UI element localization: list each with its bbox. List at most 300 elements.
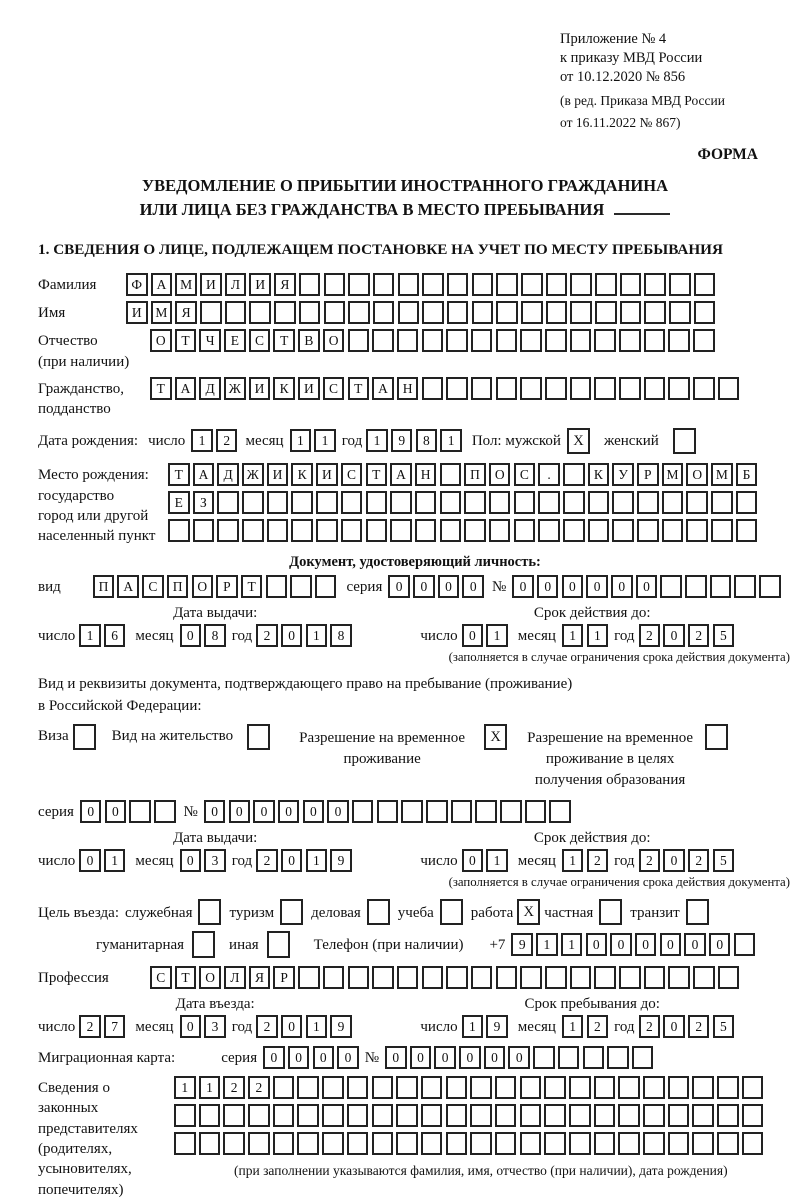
- char-cell[interactable]: [390, 491, 412, 514]
- char-cell[interactable]: [471, 377, 493, 400]
- char-cell[interactable]: С: [150, 966, 172, 989]
- char-cell[interactable]: [686, 899, 709, 926]
- char-cell[interactable]: О: [150, 329, 172, 352]
- char-cell[interactable]: [668, 329, 690, 352]
- char-cell[interactable]: [637, 519, 659, 542]
- char-cell[interactable]: [595, 301, 617, 324]
- char-cell[interactable]: [274, 301, 296, 324]
- char-cell[interactable]: [632, 1046, 654, 1069]
- char-cell[interactable]: С: [323, 377, 345, 400]
- char-cell[interactable]: 2: [587, 849, 609, 872]
- char-cell[interactable]: 2: [688, 624, 710, 647]
- char-cell[interactable]: 1: [587, 624, 609, 647]
- char-cell[interactable]: [693, 966, 715, 989]
- char-cell[interactable]: [569, 1104, 591, 1127]
- char-cell[interactable]: 1: [306, 624, 328, 647]
- char-cell[interactable]: [619, 377, 641, 400]
- char-cell[interactable]: [367, 899, 390, 926]
- char-cell[interactable]: [619, 966, 641, 989]
- char-cell[interactable]: [520, 1076, 542, 1099]
- char-cell[interactable]: [324, 301, 346, 324]
- char-cell[interactable]: 0: [180, 1015, 202, 1038]
- char-cell[interactable]: 1: [486, 624, 508, 647]
- char-cell[interactable]: Е: [168, 491, 190, 514]
- char-cell[interactable]: [496, 301, 518, 324]
- char-cell[interactable]: [273, 1132, 295, 1155]
- char-cell[interactable]: 2: [223, 1076, 245, 1099]
- char-cell[interactable]: [217, 491, 239, 514]
- char-cell[interactable]: [290, 575, 312, 598]
- char-cell[interactable]: [396, 1076, 418, 1099]
- char-cell[interactable]: [644, 377, 666, 400]
- char-cell[interactable]: [668, 1076, 690, 1099]
- char-cell[interactable]: 1: [536, 933, 558, 956]
- char-cell[interactable]: [426, 800, 448, 823]
- char-cell[interactable]: 1: [306, 849, 328, 872]
- char-cell[interactable]: [692, 1104, 714, 1127]
- char-cell[interactable]: [668, 966, 690, 989]
- char-cell[interactable]: [594, 1076, 616, 1099]
- char-cell[interactable]: 1: [290, 429, 312, 452]
- char-cell[interactable]: О: [192, 575, 214, 598]
- char-cell[interactable]: [500, 800, 522, 823]
- char-cell[interactable]: 0: [327, 800, 349, 823]
- char-cell[interactable]: [570, 273, 592, 296]
- char-cell[interactable]: 6: [104, 624, 126, 647]
- char-cell[interactable]: [390, 519, 412, 542]
- char-cell[interactable]: 0: [229, 800, 251, 823]
- char-cell[interactable]: Б: [736, 463, 758, 486]
- char-cell[interactable]: 2: [79, 1015, 101, 1038]
- char-cell[interactable]: Т: [175, 329, 197, 352]
- char-cell[interactable]: 9: [511, 933, 533, 956]
- char-cell[interactable]: 0: [313, 1046, 335, 1069]
- char-cell[interactable]: [373, 301, 395, 324]
- char-cell[interactable]: [717, 1076, 739, 1099]
- char-cell[interactable]: Ф: [126, 273, 148, 296]
- char-cell[interactable]: [563, 519, 585, 542]
- char-cell[interactable]: [280, 899, 303, 926]
- char-cell[interactable]: [742, 1076, 764, 1099]
- char-cell[interactable]: У: [612, 463, 634, 486]
- char-cell[interactable]: [199, 1132, 221, 1155]
- char-cell[interactable]: [495, 1104, 517, 1127]
- char-cell[interactable]: [174, 1132, 196, 1155]
- char-cell[interactable]: [299, 273, 321, 296]
- char-cell[interactable]: [348, 301, 370, 324]
- char-cell[interactable]: Д: [217, 463, 239, 486]
- char-cell[interactable]: И: [126, 301, 148, 324]
- char-cell[interactable]: [563, 463, 585, 486]
- char-cell[interactable]: [618, 1132, 640, 1155]
- char-cell[interactable]: 1: [562, 849, 584, 872]
- char-cell[interactable]: О: [489, 463, 511, 486]
- char-cell[interactable]: 0: [263, 1046, 285, 1069]
- char-cell[interactable]: [525, 800, 547, 823]
- char-cell[interactable]: 1: [440, 429, 462, 452]
- char-cell[interactable]: [366, 491, 388, 514]
- char-cell[interactable]: [475, 800, 497, 823]
- char-cell[interactable]: [736, 519, 758, 542]
- char-cell[interactable]: [247, 724, 270, 751]
- char-cell[interactable]: [298, 966, 320, 989]
- char-cell[interactable]: 3: [204, 1015, 226, 1038]
- char-cell[interactable]: [643, 1104, 665, 1127]
- char-cell[interactable]: [273, 1104, 295, 1127]
- char-cell[interactable]: [472, 301, 494, 324]
- char-cell[interactable]: 9: [330, 849, 352, 872]
- char-cell[interactable]: Я: [175, 301, 197, 324]
- char-cell[interactable]: X: [484, 724, 507, 751]
- char-cell[interactable]: 2: [639, 1015, 661, 1038]
- char-cell[interactable]: [377, 800, 399, 823]
- char-cell[interactable]: [705, 724, 728, 751]
- char-cell[interactable]: [348, 966, 370, 989]
- char-cell[interactable]: [594, 966, 616, 989]
- char-cell[interactable]: .: [538, 463, 560, 486]
- char-cell[interactable]: [734, 575, 756, 598]
- char-cell[interactable]: [692, 1132, 714, 1155]
- char-cell[interactable]: [415, 491, 437, 514]
- char-cell[interactable]: 2: [256, 624, 278, 647]
- char-cell[interactable]: 0: [413, 575, 435, 598]
- char-cell[interactable]: [594, 329, 616, 352]
- char-cell[interactable]: Р: [216, 575, 238, 598]
- char-cell[interactable]: [372, 329, 394, 352]
- char-cell[interactable]: [533, 1046, 555, 1069]
- char-cell[interactable]: [372, 1076, 394, 1099]
- char-cell[interactable]: [266, 575, 288, 598]
- char-cell[interactable]: 0: [660, 933, 682, 956]
- char-cell[interactable]: [495, 1076, 517, 1099]
- char-cell[interactable]: [496, 377, 518, 400]
- char-cell[interactable]: [545, 377, 567, 400]
- char-cell[interactable]: [440, 899, 463, 926]
- char-cell[interactable]: [422, 273, 444, 296]
- char-cell[interactable]: 0: [537, 575, 559, 598]
- char-cell[interactable]: 1: [366, 429, 388, 452]
- char-cell[interactable]: [324, 273, 346, 296]
- char-cell[interactable]: [612, 491, 634, 514]
- char-cell[interactable]: [421, 1132, 443, 1155]
- char-cell[interactable]: [168, 519, 190, 542]
- char-cell[interactable]: [546, 301, 568, 324]
- char-cell[interactable]: [711, 491, 733, 514]
- char-cell[interactable]: [549, 800, 571, 823]
- char-cell[interactable]: 2: [688, 849, 710, 872]
- char-cell[interactable]: Р: [637, 463, 659, 486]
- char-cell[interactable]: З: [193, 491, 215, 514]
- char-cell[interactable]: 0: [204, 800, 226, 823]
- char-cell[interactable]: Т: [366, 463, 388, 486]
- char-cell[interactable]: [398, 273, 420, 296]
- char-cell[interactable]: П: [93, 575, 115, 598]
- char-cell[interactable]: [267, 931, 290, 958]
- char-cell[interactable]: [446, 377, 468, 400]
- char-cell[interactable]: [692, 1076, 714, 1099]
- char-cell[interactable]: 2: [256, 1015, 278, 1038]
- char-cell[interactable]: 0: [180, 624, 202, 647]
- char-cell[interactable]: 0: [484, 1046, 506, 1069]
- char-cell[interactable]: [711, 519, 733, 542]
- char-cell[interactable]: [742, 1104, 764, 1127]
- char-cell[interactable]: [472, 273, 494, 296]
- char-cell[interactable]: Т: [348, 377, 370, 400]
- char-cell[interactable]: 0: [635, 933, 657, 956]
- char-cell[interactable]: [558, 1046, 580, 1069]
- char-cell[interactable]: [643, 1132, 665, 1155]
- char-cell[interactable]: [242, 491, 264, 514]
- char-cell[interactable]: [397, 966, 419, 989]
- char-cell[interactable]: С: [341, 463, 363, 486]
- char-cell[interactable]: [686, 491, 708, 514]
- char-cell[interactable]: М: [662, 463, 684, 486]
- char-cell[interactable]: 9: [391, 429, 413, 452]
- char-cell[interactable]: 0: [508, 1046, 530, 1069]
- char-cell[interactable]: 8: [416, 429, 438, 452]
- char-cell[interactable]: А: [151, 273, 173, 296]
- char-cell[interactable]: Т: [273, 329, 295, 352]
- char-cell[interactable]: [673, 428, 696, 455]
- char-cell[interactable]: [620, 273, 642, 296]
- char-cell[interactable]: Н: [397, 377, 419, 400]
- char-cell[interactable]: 0: [611, 575, 633, 598]
- char-cell[interactable]: [718, 377, 740, 400]
- char-cell[interactable]: Н: [415, 463, 437, 486]
- char-cell[interactable]: [446, 966, 468, 989]
- char-cell[interactable]: [644, 301, 666, 324]
- char-cell[interactable]: [323, 966, 345, 989]
- char-cell[interactable]: С: [142, 575, 164, 598]
- char-cell[interactable]: [297, 1104, 319, 1127]
- char-cell[interactable]: [599, 899, 622, 926]
- char-cell[interactable]: М: [175, 273, 197, 296]
- char-cell[interactable]: Ч: [199, 329, 221, 352]
- char-cell[interactable]: [446, 1132, 468, 1155]
- char-cell[interactable]: [198, 899, 221, 926]
- char-cell[interactable]: [373, 273, 395, 296]
- char-cell[interactable]: [742, 1132, 764, 1155]
- char-cell[interactable]: 2: [639, 624, 661, 647]
- char-cell[interactable]: 0: [663, 849, 685, 872]
- char-cell[interactable]: [440, 463, 462, 486]
- char-cell[interactable]: 9: [486, 1015, 508, 1038]
- char-cell[interactable]: [669, 273, 691, 296]
- char-cell[interactable]: 1: [462, 1015, 484, 1038]
- char-cell[interactable]: К: [273, 377, 295, 400]
- char-cell[interactable]: 0: [709, 933, 731, 956]
- char-cell[interactable]: [223, 1132, 245, 1155]
- char-cell[interactable]: 5: [713, 849, 735, 872]
- char-cell[interactable]: [495, 1132, 517, 1155]
- char-cell[interactable]: 0: [281, 1015, 303, 1038]
- char-cell[interactable]: [446, 1076, 468, 1099]
- char-cell[interactable]: [734, 933, 756, 956]
- char-cell[interactable]: [637, 491, 659, 514]
- char-cell[interactable]: 0: [462, 849, 484, 872]
- char-cell[interactable]: [717, 1104, 739, 1127]
- char-cell[interactable]: [297, 1076, 319, 1099]
- char-cell[interactable]: [662, 519, 684, 542]
- char-cell[interactable]: П: [464, 463, 486, 486]
- char-cell[interactable]: 1: [561, 933, 583, 956]
- char-cell[interactable]: 1: [306, 1015, 328, 1038]
- char-cell[interactable]: [489, 491, 511, 514]
- char-cell[interactable]: [200, 301, 222, 324]
- char-cell[interactable]: [193, 519, 215, 542]
- char-cell[interactable]: 0: [586, 575, 608, 598]
- char-cell[interactable]: [607, 1046, 629, 1069]
- char-cell[interactable]: [514, 519, 536, 542]
- char-cell[interactable]: К: [291, 463, 313, 486]
- char-cell[interactable]: [322, 1076, 344, 1099]
- char-cell[interactable]: 1: [562, 624, 584, 647]
- char-cell[interactable]: [471, 966, 493, 989]
- char-cell[interactable]: Е: [224, 329, 246, 352]
- char-cell[interactable]: [570, 301, 592, 324]
- char-cell[interactable]: А: [193, 463, 215, 486]
- char-cell[interactable]: [446, 329, 468, 352]
- char-cell[interactable]: [685, 575, 707, 598]
- char-cell[interactable]: Т: [168, 463, 190, 486]
- char-cell[interactable]: 0: [663, 1015, 685, 1038]
- char-cell[interactable]: 1: [199, 1076, 221, 1099]
- char-cell[interactable]: [273, 1076, 295, 1099]
- char-cell[interactable]: [422, 966, 444, 989]
- char-cell[interactable]: [291, 519, 313, 542]
- char-cell[interactable]: А: [390, 463, 412, 486]
- char-cell[interactable]: [520, 377, 542, 400]
- char-cell[interactable]: П: [167, 575, 189, 598]
- char-cell[interactable]: [174, 1104, 196, 1127]
- char-cell[interactable]: [583, 1046, 605, 1069]
- char-cell[interactable]: [736, 491, 758, 514]
- char-cell[interactable]: [546, 273, 568, 296]
- char-cell[interactable]: А: [175, 377, 197, 400]
- char-cell[interactable]: [291, 491, 313, 514]
- char-cell[interactable]: 0: [562, 575, 584, 598]
- char-cell[interactable]: [297, 1132, 319, 1155]
- char-cell[interactable]: [570, 377, 592, 400]
- char-cell[interactable]: [248, 1104, 270, 1127]
- char-cell[interactable]: 0: [636, 575, 658, 598]
- char-cell[interactable]: [520, 966, 542, 989]
- char-cell[interactable]: [347, 1132, 369, 1155]
- char-cell[interactable]: X: [517, 899, 540, 926]
- char-cell[interactable]: 0: [385, 1046, 407, 1069]
- char-cell[interactable]: [470, 1076, 492, 1099]
- char-cell[interactable]: [464, 519, 486, 542]
- char-cell[interactable]: 2: [688, 1015, 710, 1038]
- char-cell[interactable]: 1: [314, 429, 336, 452]
- char-cell[interactable]: [489, 519, 511, 542]
- char-cell[interactable]: [618, 1076, 640, 1099]
- char-cell[interactable]: [447, 273, 469, 296]
- char-cell[interactable]: [372, 1132, 394, 1155]
- char-cell[interactable]: [694, 273, 716, 296]
- char-cell[interactable]: [545, 329, 567, 352]
- char-cell[interactable]: И: [249, 273, 271, 296]
- char-cell[interactable]: 0: [337, 1046, 359, 1069]
- char-cell[interactable]: [267, 519, 289, 542]
- char-cell[interactable]: [594, 1132, 616, 1155]
- char-cell[interactable]: [668, 377, 690, 400]
- char-cell[interactable]: [496, 966, 518, 989]
- char-cell[interactable]: 1: [562, 1015, 584, 1038]
- char-cell[interactable]: [242, 519, 264, 542]
- char-cell[interactable]: [397, 329, 419, 352]
- char-cell[interactable]: Я: [274, 273, 296, 296]
- char-cell[interactable]: [644, 329, 666, 352]
- char-cell[interactable]: [588, 519, 610, 542]
- char-cell[interactable]: [612, 519, 634, 542]
- char-cell[interactable]: 1: [486, 849, 508, 872]
- char-cell[interactable]: 8: [204, 624, 226, 647]
- char-cell[interactable]: [521, 301, 543, 324]
- char-cell[interactable]: 0: [105, 800, 127, 823]
- char-cell[interactable]: И: [200, 273, 222, 296]
- char-cell[interactable]: [447, 301, 469, 324]
- char-cell[interactable]: [569, 1132, 591, 1155]
- char-cell[interactable]: 0: [462, 624, 484, 647]
- char-cell[interactable]: Я: [249, 966, 271, 989]
- char-cell[interactable]: [544, 1076, 566, 1099]
- char-cell[interactable]: [248, 1132, 270, 1155]
- char-cell[interactable]: [470, 1132, 492, 1155]
- char-cell[interactable]: [348, 273, 370, 296]
- char-cell[interactable]: Т: [241, 575, 263, 598]
- char-cell[interactable]: [225, 301, 247, 324]
- char-cell[interactable]: [563, 491, 585, 514]
- char-cell[interactable]: [693, 329, 715, 352]
- char-cell[interactable]: [471, 329, 493, 352]
- char-cell[interactable]: М: [151, 301, 173, 324]
- char-cell[interactable]: [660, 575, 682, 598]
- char-cell[interactable]: [154, 800, 176, 823]
- char-cell[interactable]: 0: [610, 933, 632, 956]
- char-cell[interactable]: [421, 1104, 443, 1127]
- char-cell[interactable]: [594, 377, 616, 400]
- char-cell[interactable]: Р: [273, 966, 295, 989]
- char-cell[interactable]: И: [267, 463, 289, 486]
- char-cell[interactable]: Т: [150, 377, 172, 400]
- char-cell[interactable]: [643, 1076, 665, 1099]
- char-cell[interactable]: К: [588, 463, 610, 486]
- char-cell[interactable]: [446, 1104, 468, 1127]
- char-cell[interactable]: [620, 301, 642, 324]
- char-cell[interactable]: [544, 1104, 566, 1127]
- char-cell[interactable]: 2: [587, 1015, 609, 1038]
- char-cell[interactable]: 0: [684, 933, 706, 956]
- char-cell[interactable]: [618, 1104, 640, 1127]
- char-cell[interactable]: [496, 273, 518, 296]
- char-cell[interactable]: [594, 1104, 616, 1127]
- char-cell[interactable]: 2: [216, 429, 238, 452]
- char-cell[interactable]: [588, 491, 610, 514]
- char-cell[interactable]: С: [249, 329, 271, 352]
- char-cell[interactable]: [341, 491, 363, 514]
- char-cell[interactable]: [686, 519, 708, 542]
- char-cell[interactable]: А: [372, 377, 394, 400]
- char-cell[interactable]: 0: [462, 575, 484, 598]
- char-cell[interactable]: 8: [330, 624, 352, 647]
- char-cell[interactable]: [199, 1104, 221, 1127]
- char-cell[interactable]: О: [199, 966, 221, 989]
- char-cell[interactable]: [718, 966, 740, 989]
- char-cell[interactable]: 3: [204, 849, 226, 872]
- char-cell[interactable]: 2: [639, 849, 661, 872]
- char-cell[interactable]: [299, 301, 321, 324]
